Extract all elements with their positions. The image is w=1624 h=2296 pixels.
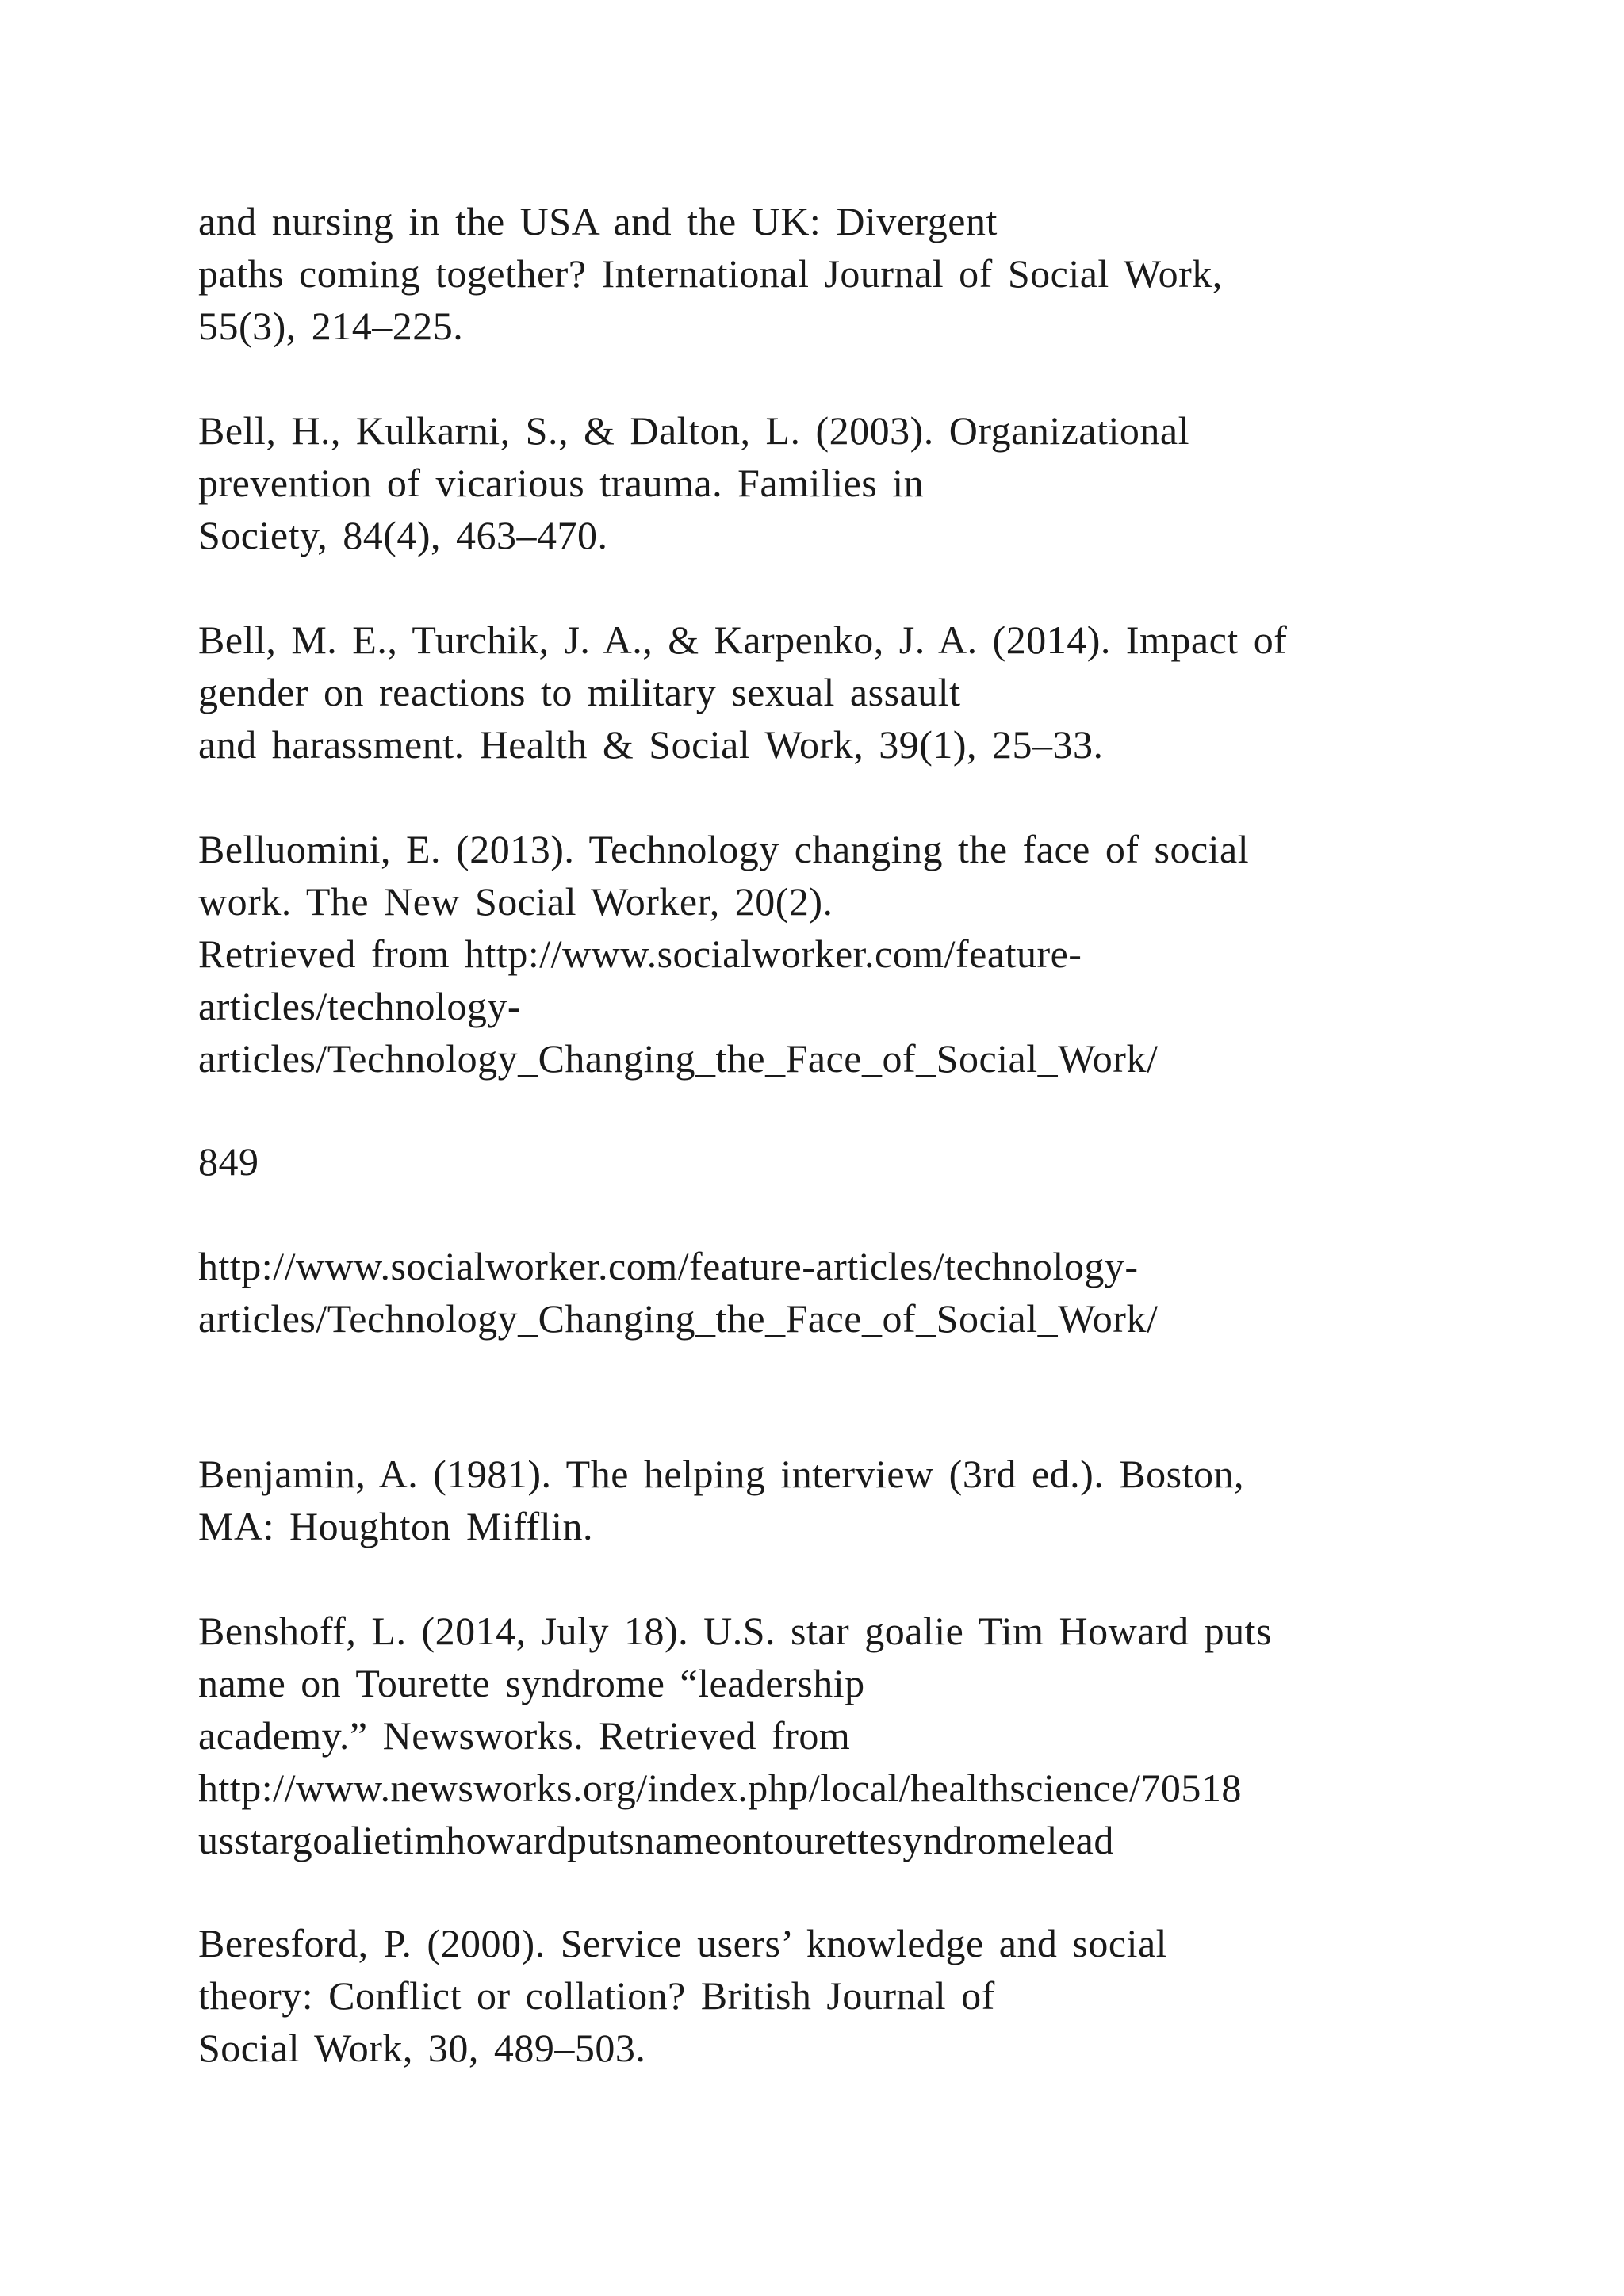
reference-entry-bell-h	[198, 404, 1189, 561]
text-line: http://www.socialworker.com/feature-articles/technology-	[198, 1244, 1139, 1288]
text-line: and nursing in the USA and the UK: Divergent	[198, 199, 998, 243]
text-line: articles/Technology_Changing_the_Face_of_Social_Work/	[198, 1036, 1159, 1081]
text-line: prevention of vicarious trauma. Families in	[198, 461, 925, 505]
text-line: Belluomini, E. (2013). Technology changing the face of social	[198, 827, 1250, 871]
text-line: and harassment. Health & Social Work, 39(1), 25–33.	[198, 722, 1104, 767]
reference-entry-belluomini	[198, 823, 1249, 1085]
text-line: Benjamin, A. (1981). The helping interview (3rd ed.). Boston,	[198, 1452, 1245, 1496]
page-number-text: 849	[198, 1139, 259, 1184]
text-line: work. The New Social Worker, 20(2).	[198, 879, 833, 924]
text-line: Beresford, P. (2000). Service users’ knowledge and social	[198, 1921, 1168, 1965]
text-line: articles/technology-	[198, 984, 522, 1028]
text-line: Benshoff, L. (2014, July 18). U.S. star goalie Tim Howard puts	[198, 1609, 1272, 1653]
page-number	[198, 1135, 259, 1188]
text-line: articles/Technology_Changing_the_Face_of_Social_Work/	[198, 1296, 1159, 1341]
text-line: Social Work, 30, 489–503.	[198, 2026, 646, 2070]
text-line: gender on reactions to military sexual assault	[198, 670, 961, 714]
reference-entry-beresford	[198, 1917, 1167, 2074]
text-line: paths coming together? International Journal of Social Work,	[198, 251, 1223, 296]
text-line: MA: Houghton Mifflin.	[198, 1504, 593, 1548]
text-line: Society, 84(4), 463–470.	[198, 513, 608, 557]
text-line: Bell, M. E., Turchik, J. A., & Karpenko, J. A. (2014). Impact of	[198, 618, 1288, 662]
text-line: usstargoalietimhowardputsnameontourettesyndromelead	[198, 1818, 1114, 1862]
text-line: Bell, H., Kulkarni, S., & Dalton, L. (2003). Organizational	[198, 408, 1189, 453]
reference-entry-bell-m	[198, 614, 1287, 771]
reference-entry-continuation	[198, 195, 1223, 352]
reference-entry-benjamin	[198, 1448, 1244, 1552]
text-line: academy.” Newsworks. Retrieved from	[198, 1713, 851, 1758]
url-block	[198, 1240, 1158, 1345]
reference-entry-benshoff	[198, 1605, 1272, 1866]
text-line: theory: Conflict or collation? British Journal of	[198, 1973, 995, 2018]
text-line: name on Tourette syndrome “leadership	[198, 1661, 865, 1705]
text-line: Retrieved from http://www.socialworker.com/feature-	[198, 932, 1082, 976]
text-line: http://www.newsworks.org/index.php/local/healthscience/70518	[198, 1766, 1242, 1810]
text-line: 55(3), 214–225.	[198, 304, 464, 348]
